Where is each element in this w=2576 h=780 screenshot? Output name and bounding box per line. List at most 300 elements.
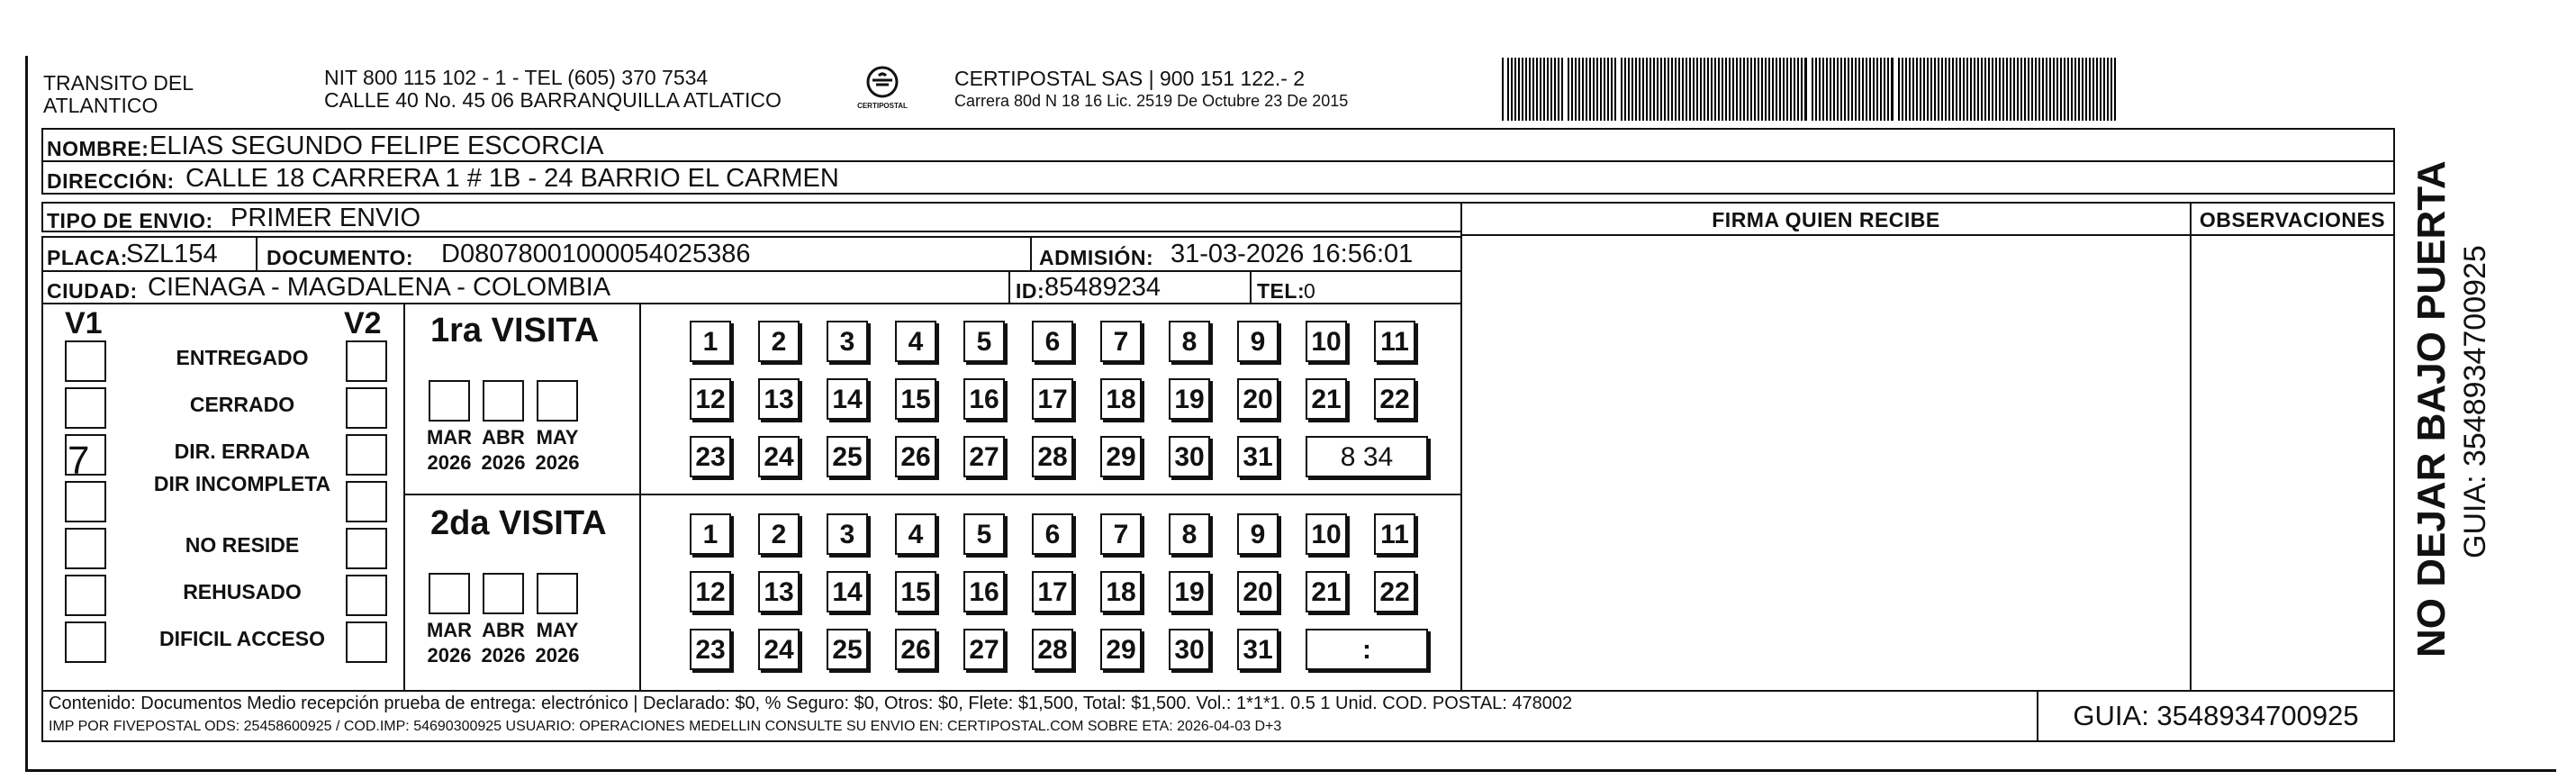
visit2-day-box[interactable]: 17 [1032,571,1073,612]
barcode-bar [2053,58,2055,121]
barcode-bar [1664,58,1666,121]
barcode-bar [2067,58,2069,121]
barcode-bar [1804,58,1807,121]
no-dejar-bajo-puerta: NO DEJAR BAJO PUERTA [2409,160,2454,658]
barcode-bar [1596,58,1598,121]
barcode-bar [1970,58,1972,121]
month-name: MAR [426,426,473,449]
barcode-bar [1786,58,1788,121]
barcode-bar [1815,58,1817,121]
barcode-bar [1732,58,1734,121]
visit1-time-box[interactable]: 8 34 [1306,436,1428,477]
barcode-bar [1600,58,1602,121]
barcode-bar [1529,58,1531,121]
barcode-bar [1700,58,1702,121]
v1-checkbox-4[interactable] [65,481,106,522]
barcode-bar [1880,58,1882,121]
barcode-bar [2046,58,2047,121]
v1-checkbox-1[interactable] [65,340,106,382]
visit1-day-box[interactable]: 12 [690,378,731,420]
v2-checkbox-7[interactable] [346,621,387,663]
visit1-day-box[interactable]: 30 [1169,436,1210,477]
visit1-day-box[interactable]: 5 [963,321,1005,362]
direccion-label: DIRECCIÓN: [47,169,175,193]
barcode-bar [1959,58,1961,121]
visit2-day-box[interactable]: 5 [963,513,1005,555]
barcode-bar [1794,58,1795,121]
barcode-bar [1668,58,1669,121]
v1-checkbox-3[interactable] [65,434,106,476]
barcode-bar [1639,58,1641,121]
ciudad-divider [1008,272,1010,304]
visit2-day-box[interactable]: 1 [690,513,731,555]
barcode-bar [1568,58,1569,121]
barcode-bar [1561,58,1563,121]
visit2-day-box[interactable]: 8 [1169,513,1210,555]
visit2-day-box[interactable]: 9 [1237,513,1279,555]
month-year: 2026 [481,644,526,667]
ciudad-value: CIENAGA - MAGDALENA - COLOMBIA [148,273,611,302]
barcode-bar [1761,58,1763,121]
month-name: MAY [536,619,579,641]
barcode-bar [1819,58,1821,121]
visit-left-divider [403,303,405,692]
visit1-day-box[interactable]: 3 [827,321,868,362]
barcode-bar [2064,58,2065,121]
barcode-bar [1945,58,1947,121]
visit1-day-box[interactable]: 29 [1100,436,1142,477]
barcode-bar [2056,58,2058,121]
visit1-day-box[interactable]: 10 [1306,321,1347,362]
visit2-day-box[interactable]: 11 [1374,513,1415,555]
barcode-bar [1740,58,1741,121]
footer-line2: IMP POR FIVEPOSTAL ODS: 25458600925 / COD.IMP: 54690300925 USUARIO: OPERACIONES MEDELLIN CONSULTE SU ENVIO EN: CERTIPOSTAL.COM SOBRE ETA: 2026-04-03 D+3 [49,719,1282,734]
nit-info [324,67,782,112]
visit1-month-box-3[interactable] [537,380,578,422]
ciudad-row [41,270,1462,304]
firma-label: FIRMA QUIEN RECIBE [1712,208,1940,231]
barcode-bar [1635,58,1637,121]
barcode-bar [2017,58,2019,121]
barcode-bar [2038,58,2040,121]
barcode-bar [1992,58,1993,121]
barcode-bar [1988,58,1990,121]
visit2-day-box[interactable]: 7 [1100,513,1142,555]
barcode-bar [1938,58,1939,121]
visit2-day-box[interactable]: 6 [1032,513,1073,555]
visit1-day-box[interactable]: 4 [895,321,936,362]
org-line1: TRANSITO DEL [43,71,194,95]
barcode-bar [1930,58,1932,121]
barcode-bar [1707,58,1709,121]
barcode-bar [1898,58,1900,121]
barcode-bar [1776,58,1777,121]
barcode-bar [1704,58,1705,121]
month-year: 2026 [535,451,580,474]
barcode-bar [2049,58,2051,121]
barcode-bar [1642,58,1644,121]
direccion-row [41,160,2395,195]
barcode-bar [2074,58,2076,121]
barcode-bar [2082,58,2083,121]
observaciones-label: OBSERVACIONES [2199,208,2386,231]
side-guia: GUIA: 3548934700925 [2458,245,2492,558]
barcode-bar [1999,58,2001,121]
barcode-bar [1862,58,1864,121]
tel-value: 0 [1304,279,1316,303]
barcode-bar [1582,58,1584,121]
barcode-bar [1772,58,1774,121]
barcode-bar [1866,58,1867,121]
barcode-bar [1536,58,1538,121]
visit1-day-box[interactable]: 11 [1374,321,1415,362]
footer-line1: Contenido: Documentos Medio recepción prueba de entrega: electrónico | Declarado: $0, % Seguro: $0, Otros: $0, Flete: $1,500, Total: $1,500. Vol.: 1*1*1. 0.5 1 Unid. COD. POSTAL: 478002 [49,694,1573,713]
visit-title-1: 1ra VISITA [430,312,600,349]
barcode-bar [1547,58,1549,121]
visit1-day-box[interactable]: 23 [690,436,731,477]
month-year: 2026 [535,644,580,667]
barcode-bar [1952,58,1954,121]
barcode-bar [1902,58,1903,121]
visit1-day-box[interactable]: 27 [963,436,1005,477]
direccion-value: CALLE 18 CARRERA 1 # 1B - 24 BARRIO EL CARMEN [185,164,839,193]
v1-check-7[interactable]: 7 [68,439,90,483]
barcode-bar [2092,58,2094,121]
barcode-bar [1718,58,1720,121]
barcode-bar [1974,58,1975,121]
visit2-time-box[interactable]: : [1306,629,1428,670]
barcode-bar [1736,58,1738,121]
barcode-bar [2024,58,2026,121]
visit-title-2: 2da VISITA [430,504,607,542]
barcode-bar [1840,58,1842,121]
month-name: ABR [482,619,525,641]
barcode-bar [1675,58,1677,121]
visit2-day-box[interactable]: 2 [758,513,800,555]
nombre-value: ELIAS SEGUNDO FELIPE ESCORCIA [149,132,604,160]
barcode-bar [1558,58,1559,121]
visit-mid-divider [639,303,641,692]
firma-area [1460,234,2192,692]
month-name: MAR [426,619,473,641]
v2-checkbox-6[interactable] [346,575,387,616]
visit1-day-box[interactable]: 20 [1237,378,1279,420]
barcode-bar [1891,58,1894,121]
v2-label: V2 [344,306,382,340]
admision-value: 31-03-2026 16:56:01 [1170,240,1414,268]
visit1-day-box[interactable]: 16 [963,378,1005,420]
v1-checkbox-5[interactable] [65,528,106,569]
admision-label: ADMISIÓN: [1039,246,1154,269]
barcode-bar [1507,58,1509,121]
guia-box [2037,690,2395,742]
visit1-day-box[interactable]: 13 [758,378,800,420]
barcode-bar [2013,58,2015,121]
v1-checkbox-2[interactable] [65,387,106,429]
barcode-bar [2020,58,2022,121]
visit2-day-box[interactable]: 10 [1306,513,1347,555]
barcode-bar [1855,58,1857,121]
visit1-day-box[interactable]: 17 [1032,378,1073,420]
tel-label: TEL: [1257,279,1306,303]
visit1-day-box[interactable]: 1 [690,321,731,362]
visit1-day-box[interactable]: 7 [1100,321,1142,362]
status-option-label: REHUSADO [183,580,302,603]
logo-text: CERTIPOSTAL [857,102,908,110]
month-name: MAY [536,426,579,449]
v1-checkbox-7[interactable] [65,621,106,663]
visit1-month-box-2[interactable] [483,380,524,422]
barcode-bar [1604,58,1605,121]
barcode-bar [1578,58,1580,121]
v1-checkbox-6[interactable] [65,575,106,616]
visit1-month-box-1[interactable] [429,380,470,422]
observaciones-header [2190,202,2395,236]
barcode-bar [1646,58,1648,121]
status-option-label: DIFICIL ACCESO [158,627,325,650]
barcode-bar [1797,58,1799,121]
visit2-day-box[interactable]: 19 [1169,571,1210,612]
barcode-bar [1628,58,1630,121]
barcode-bar [1876,58,1878,121]
barcode-bar [1779,58,1781,121]
barcode-bar [1927,58,1929,121]
barcode-bar [1858,58,1860,121]
visit2-day-box[interactable]: 13 [758,571,800,612]
visit1-day-box[interactable]: 15 [895,378,936,420]
barcode-bar [2035,58,2037,121]
visit2-day-box[interactable]: 29 [1100,629,1142,670]
barcode [1502,58,2116,121]
barcode-bar [1801,58,1803,121]
v2-checkbox-2[interactable] [346,387,387,429]
visit1-day-box[interactable]: 19 [1169,378,1210,420]
status-option-label: DIR. ERRADA [174,440,311,463]
id-divider [1250,272,1252,304]
nombre-label: NOMBRE: [47,137,149,160]
month-year: 2026 [427,644,472,667]
barcode-bar [2006,58,2008,121]
visit1-day-box[interactable]: 2 [758,321,800,362]
barcode-bar [1956,58,1957,121]
barcode-bar [1912,58,1914,121]
barcode-bar [2096,58,2098,121]
visit2-day-box[interactable]: 20 [1237,571,1279,612]
month-name: ABR [482,426,525,449]
visit2-day-box[interactable]: 3 [827,513,868,555]
visit1-day-box[interactable]: 21 [1306,378,1347,420]
barcode-bar [1768,58,1770,121]
barcode-bar [1884,58,1885,121]
barcode-bar [1689,58,1691,121]
visit-horizontal-divider [403,494,1462,495]
barcode-bar [1631,58,1633,121]
visit2-day-box[interactable]: 24 [758,629,800,670]
visit2-day-box[interactable]: 28 [1032,629,1073,670]
barcode-bar [2100,58,2101,121]
barcode-bar [1650,58,1651,121]
barcode-bar [1543,58,1545,121]
barcode-bar [1887,58,1889,121]
month-year: 2026 [427,451,472,474]
barcode-bar [1916,58,1918,121]
visit2-day-box[interactable]: 4 [895,513,936,555]
barcode-bar [1502,58,1504,121]
month-year: 2026 [481,451,526,474]
barcode-bar [1589,58,1591,121]
placa-label: PLACA: [47,246,128,269]
visit1-month-label [526,425,589,476]
barcode-bar [1923,58,1925,121]
barcode-bar [1711,58,1713,121]
visit1-day-box[interactable]: 26 [895,436,936,477]
barcode-bar [1812,58,1813,121]
barcode-bar [1550,58,1552,121]
barcode-bar [1686,58,1687,121]
v2-checkbox-3[interactable] [346,434,387,476]
barcode-bar [2042,58,2044,121]
tipo-value: PRIMER ENVIO [230,204,421,232]
placa-divider [256,238,258,272]
barcode-bar [1525,58,1527,121]
nit-line2: CALLE 40 No. 45 06 BARRANQUILLA ATLATICO [324,88,782,112]
visit2-day-box[interactable]: 31 [1237,629,1279,670]
barcode-bar [1941,58,1943,121]
visit2-month-box-3[interactable] [537,573,578,614]
logo-icon [863,65,901,99]
barcode-bar [1783,58,1785,121]
visit2-day-box[interactable]: 26 [895,629,936,670]
barcode-bar [1873,58,1875,121]
barcode-bar [1765,58,1767,121]
barcode-bar [1593,58,1595,121]
visit1-day-box[interactable]: 18 [1100,378,1142,420]
barcode-bar [2103,58,2105,121]
visit2-day-box[interactable]: 23 [690,629,731,670]
barcode-bar [2031,58,2033,121]
barcode-bar [2028,58,2029,121]
visit1-day-box[interactable]: 22 [1374,378,1415,420]
barcode-bar [1532,58,1534,121]
visit2-day-box[interactable]: 12 [690,571,731,612]
firma-header [1460,202,2192,236]
barcode-bar [2089,58,2091,121]
barcode-bar [1540,58,1541,121]
visit2-month-box-2[interactable] [483,573,524,614]
status-option-label: ENTREGADO [176,346,309,369]
barcode-bar [1518,58,1520,121]
visit1-day-box[interactable]: 28 [1032,436,1073,477]
v1-label: V1 [65,306,103,340]
barcode-bar [1848,58,1849,121]
barcode-bar [1750,58,1752,121]
barcode-bar [1844,58,1846,121]
courier-line1: CERTIPOSTAL SAS | 900 151 122.- 2 [954,67,1306,90]
barcode-bar [1963,58,1965,121]
visit2-day-box[interactable]: 25 [827,629,868,670]
visit1-day-box[interactable]: 9 [1237,321,1279,362]
barcode-bar [1693,58,1695,121]
barcode-bar [1607,58,1609,121]
barcode-bar [1995,58,1997,121]
visit1-day-box[interactable]: 24 [758,436,800,477]
barcode-bar [1966,58,1968,121]
visit1-day-box[interactable]: 6 [1032,321,1073,362]
visit2-day-box[interactable]: 27 [963,629,1005,670]
visit2-month-box-1[interactable] [429,573,470,614]
barcode-bar [2002,58,2004,121]
barcode-bar [1948,58,1950,121]
barcode-bar [2114,58,2116,121]
barcode-bar [1725,58,1727,121]
barcode-bar [1729,58,1731,121]
visit1-day-box[interactable]: 25 [827,436,868,477]
barcode-bar [1977,58,1979,121]
observaciones-area [2190,234,2395,692]
barcode-bar [1826,58,1828,121]
barcode-bar [1653,58,1655,121]
barcode-bar [1682,58,1684,121]
barcode-bar [1696,58,1698,121]
visit2-day-box[interactable]: 30 [1169,629,1210,670]
barcode-bar [1671,58,1673,121]
barcode-bar [1981,58,1983,121]
barcode-bar [1758,58,1759,121]
visit2-month-label [526,618,589,668]
barcode-bar [1571,58,1573,121]
visit2-day-box[interactable]: 22 [1374,571,1415,612]
v2-checkbox-4[interactable] [346,481,387,522]
barcode-bar [1747,58,1749,121]
barcode-bar [1586,58,1587,121]
barcode-bar [2111,58,2112,121]
v2-checkbox-1[interactable] [346,340,387,382]
barcode-bar [1833,58,1835,121]
visit2-day-box[interactable]: 18 [1100,571,1142,612]
barcode-bar [1514,58,1516,121]
barcode-bar [2060,58,2062,121]
barcode-bar [1614,58,1616,121]
courier-line2: Carrera 80d N 18 16 Lic. 2519 De Octubre 23 De 2015 [954,92,1349,110]
visit1-day-box[interactable]: 31 [1237,436,1279,477]
visit2-day-box[interactable]: 15 [895,571,936,612]
visit1-day-box[interactable]: 14 [827,378,868,420]
barcode-bar [1678,58,1680,121]
barcode-bar [1934,58,1936,121]
barcode-bar [2071,58,2073,121]
barcode-bar [1822,58,1824,121]
tipo-envio-row [41,202,1462,232]
status-option-label: CERRADO [189,393,295,416]
barcode-bar [1660,58,1662,121]
visit2-day-box[interactable]: 14 [827,571,868,612]
barcode-bar [2078,58,2080,121]
barcode-bar [1869,58,1871,121]
visit2-day-box[interactable]: 16 [963,571,1005,612]
v2-checkbox-5[interactable] [346,528,387,569]
documento-value: D08078001000054025386 [441,240,751,268]
documento-label: DOCUMENTO: [267,246,414,269]
org-name [43,72,194,117]
nit-line1: NIT 800 115 102 - 1 - TEL (605) 370 7534 [324,66,709,89]
barcode-bar [1830,58,1831,121]
visit1-day-box[interactable]: 8 [1169,321,1210,362]
barcode-bar [1575,58,1577,121]
courier-info [954,67,1348,112]
barcode-bar [1920,58,1921,121]
visit2-day-box[interactable]: 21 [1306,571,1347,612]
barcode-bar [1909,58,1911,121]
